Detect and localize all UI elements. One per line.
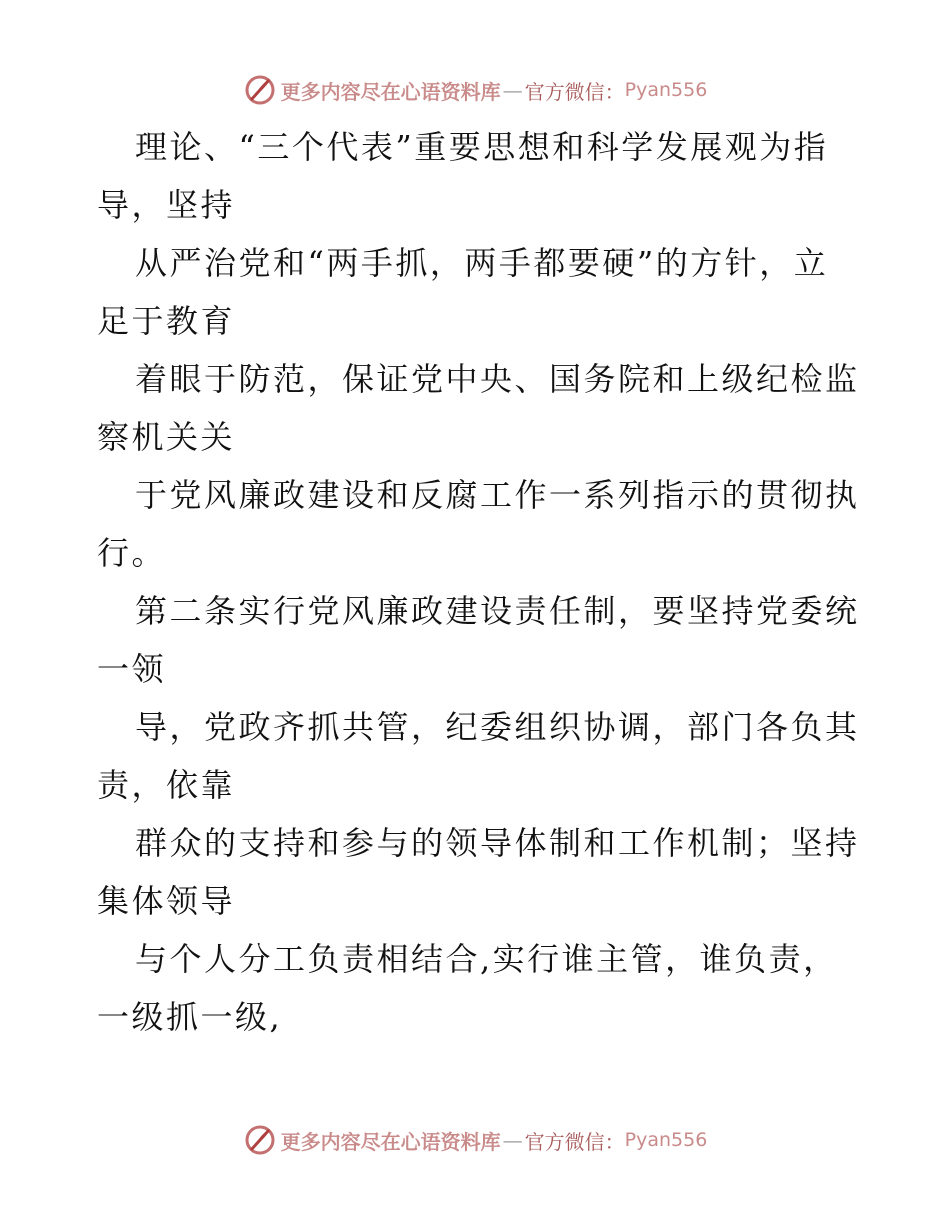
text-line: 群众的支持和参与的领导体制和工作机制；坚持: [135, 824, 860, 862]
text-line: 一级抓一级,: [97, 998, 283, 1036]
text-line: 导，党政齐抓共管，纪委组织协调，部门各负其: [135, 708, 860, 746]
text-line: 足于教育: [97, 302, 236, 340]
text-line: 集体领导: [97, 882, 236, 920]
text-line: 一领: [97, 650, 167, 688]
text-line: 从严治党和“两手抓，两手都要硬”的方针，立: [135, 244, 829, 282]
text-line: 导，坚持: [97, 186, 236, 224]
watermark-text: 更多内容尽在心语资料库: [280, 1129, 501, 1154]
watermark-text: 更多内容尽在心语资料库: [280, 79, 501, 104]
text-line: 察机关关: [97, 418, 236, 456]
document-body: [97, 118, 860, 1046]
watermark-label: 官方微信：: [524, 79, 625, 104]
text-line: 着眼于防范，保证党中央、国务院和上级纪检监: [135, 360, 860, 398]
watermark-label: 官方微信：: [524, 1129, 625, 1154]
text-line: 理论、“三个代表”重要思想和科学发展观为指: [135, 128, 829, 166]
text-line: 第二条实行党风廉政建设责任制，要坚持党委统: [135, 592, 860, 630]
feather-circle-logo-icon: [243, 1123, 277, 1157]
footer-watermark: [0, 1120, 950, 1160]
text-line: 责，依靠: [97, 766, 236, 804]
watermark-separator: —: [502, 78, 523, 102]
text-line: 于党风廉政建设和反腐工作一系列指示的贯彻执: [135, 476, 860, 514]
text-line: 行。: [97, 534, 167, 572]
watermark-separator: —: [502, 1128, 523, 1152]
feather-circle-logo-icon: [243, 73, 277, 107]
header-watermark: [0, 70, 950, 110]
watermark-id: Pyan556: [624, 1129, 708, 1151]
watermark-id: Pyan556: [624, 79, 708, 101]
text-line: 与个人分工负责相结合,实行谁主管，谁负责，: [135, 940, 838, 978]
